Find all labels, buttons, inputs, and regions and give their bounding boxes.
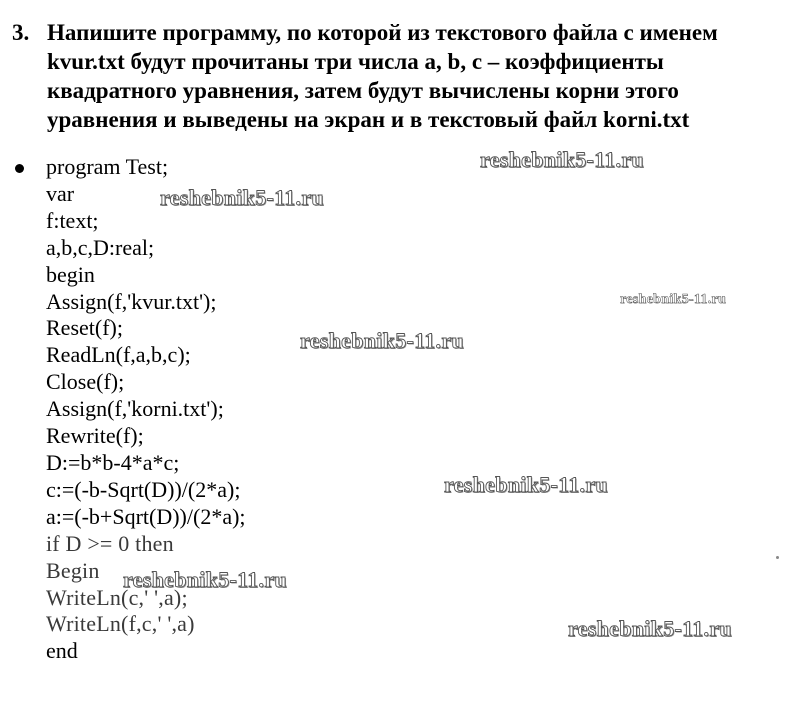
watermark-text: reshebnik5-11.ru	[444, 472, 608, 497]
code-line: Reset(f);	[46, 315, 123, 341]
code-line: Begin	[46, 557, 100, 583]
watermark-text: reshebnik5-11.ru	[620, 292, 727, 307]
task-line: квадратного уравнения, затем будут вычислены корни этого	[47, 78, 679, 103]
code-line: program Test;	[46, 154, 169, 179]
code-line: c:=(-b-Sqrt(D))/(2*a);	[46, 476, 241, 502]
code-line: a,b,c,D:real;	[46, 234, 155, 260]
code-line: var	[46, 180, 75, 206]
code-line: end	[46, 638, 78, 664]
code-line: Close(f);	[46, 369, 125, 395]
code-line: D:=b*b-4*a*c;	[46, 449, 180, 475]
task-line: Напишите программу, по которой из текстового файла с именем	[47, 20, 718, 45]
task-line: уравнения и выведены на экран и в текстовый файл korni.txt	[47, 107, 690, 132]
scan-speck	[776, 556, 779, 559]
watermark-text: reshebnik5-11.ru	[123, 567, 287, 592]
watermark-text: reshebnik5-11.ru	[568, 616, 732, 641]
watermark-text: reshebnik5-11.ru	[480, 147, 644, 172]
code-line: WriteLn(c,' ',a);	[46, 584, 188, 610]
code-line: Assign(f,'kvur.txt');	[46, 288, 217, 314]
task-line: kvur.txt будут прочитаны три числа a, b, c – коэффициенты	[47, 49, 664, 74]
task-number: 3.	[12, 20, 30, 45]
task-text	[47, 18, 787, 134]
code-line: a:=(-b+Sqrt(D))/(2*a);	[46, 503, 246, 529]
code-line: WriteLn(f,c,' ',a)	[46, 611, 195, 637]
bullet-icon	[15, 164, 24, 173]
watermark-text: reshebnik5-11.ru	[300, 328, 464, 353]
watermark-text: reshebnik5-11.ru	[160, 185, 324, 210]
code-line: Assign(f,'korni.txt');	[46, 396, 224, 422]
code-line: if D >= 0 then	[46, 530, 174, 556]
code-line: Rewrite(f);	[46, 423, 144, 449]
code-line: f:text;	[46, 207, 99, 233]
code-line: ReadLn(f,a,b,c);	[46, 342, 191, 368]
code-line: begin	[46, 261, 95, 287]
